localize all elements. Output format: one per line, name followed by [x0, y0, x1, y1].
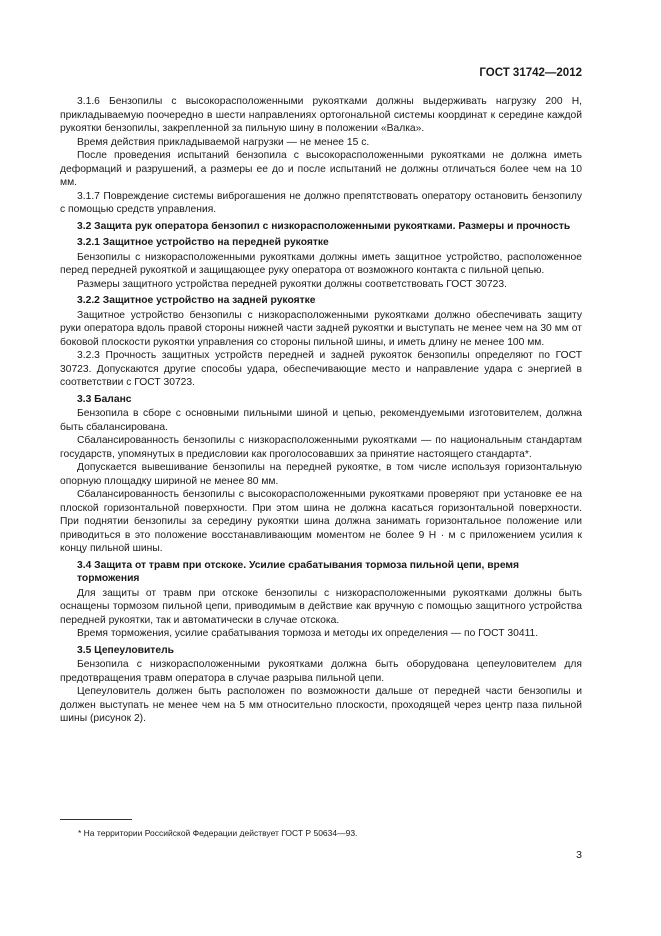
heading-3-2-2: 3.2.2 Защитное устройство на задней рукоятке	[77, 295, 316, 306]
heading-3-2-1: 3.2.1 Защитное устройство на передней рукоятке	[77, 237, 329, 248]
paragraph-balance-1: Бензопила в сборе с основными пильными шиной и цепью, рекомендуемыми изготовителем, должна быть сбалансирована.	[60, 408, 582, 433]
paragraph-kickback-2: Время торможения, усилие срабатывания тормоза и методы их определения — по ГОСТ 30411.	[77, 628, 539, 639]
footnote-divider	[60, 819, 132, 820]
document-code-header: ГОСТ 31742—2012	[479, 67, 582, 79]
paragraph-chain-catcher-1: Бензопила с низкорасположенными рукоятками должна быть оборудована цепеуловителем для предотвращения травм оператора в случае разрыва пильной цепи.	[60, 659, 582, 684]
heading-3-5: 3.5 Цепеуловитель	[77, 644, 174, 656]
heading-3-3: 3.3 Баланс	[77, 393, 132, 405]
paragraph-chain-catcher-2: Цепеуловитель должен быть расположен по возможности дальше от передней части бензопилы и должен выступать не менее чем на 5 мм относительно плоскости, проходящей через центр паза пильной шины (рисунок 2).	[60, 686, 582, 724]
paragraph-balance-4: Сбалансированность бензопилы с высокорасположенными рукоятками проверяют при установке ее на плоской горизонтальной поверхности. При этом шина не должна касаться горизонтальной поверхности. При поднятии бензопилы за середину рукоятки шина должна занимать горизонтальное положение или приводиться в это положение восстанавливающим моментом не более 9 Н · м с приложением усилия к концу пильной шины.	[60, 489, 582, 554]
heading-3-4: 3.4 Защита от травм при отскоке. Усилие срабатывания тормоза пильной цепи, время торможения	[77, 559, 520, 584]
page-number: 3	[576, 849, 582, 861]
footnote: * На территории Российской Федерации действует ГОСТ Р 50634—93.	[78, 828, 358, 838]
paragraph-rear-guard: Защитное устройство бензопилы с низкорасположенными рукоятками должно обеспечивать защиту руки оператора вдоль правой стороны нижней части задней рукоятки и выступать не менее чем на 30 мм от боковой плоскости рукоятки управления со стороны пильной шины, и иметь длину не менее 100 мм.	[60, 309, 582, 348]
paragraph-kickback-1: Для защиты от травм при отскоке бензопилы с низкорасположенными рукоятками должны быть оснащены тормозом пильной цепи, приводимым в действие как вручную с помощью защитного устройства передней рукоятки, так и автоматически в случае отскока.	[60, 587, 582, 626]
paragraph-3-1-6: 3.1.6 Бензопилы с высокорасположенными рукоятками должны выдерживать нагрузку 200 Н, прикладываемую поочередно в шести направлениях ортогональной системы координат к середине каждой рукоятки бензопилы, закрепленной за пильную шину в положении «Валка».	[60, 96, 582, 134]
paragraph-front-guard: Бензопилы с низкорасположенными рукоятками должны иметь защитное устройство, расположенное перед передней рукояткой и защищающее руку оператора от возможного контакта с пильной цепью.	[60, 251, 582, 276]
paragraph-3-1-7: 3.1.7 Повреждение системы виброгашения не должно препятствовать оператору остановить бензопилу с помощью средств управления.	[60, 190, 582, 215]
paragraph-balance-3: Допускается вывешивание бензопилы на передней рукоятке, в том числе используя горизонтальную опорную площадку шириной не менее 80 мм.	[60, 462, 582, 487]
document-body	[60, 95, 582, 726]
paragraph-load-time: Время действия прикладываемой нагрузки — не менее 15 с.	[77, 136, 370, 148]
heading-3-2: 3.2 Защита рук оператора бензопил с низкорасположенными рукоятками. Размеры и прочность	[77, 220, 571, 232]
paragraph-after-tests: После проведения испытаний бензопила с высокорасположенными рукоятками не должна иметь деформаций и разрушений, а размеры ее до и после испытаний не должны отличаться более чем на 10 мм.	[60, 150, 582, 188]
paragraph-3-2-3: 3.2.3 Прочность защитных устройств передней и задней рукояток бензопилы определяют по ГОСТ 30723. Допускаются другие способы удара, обеспечивающие место и направление удара с энергией в соответствии с ГОСТ 30723.	[60, 350, 582, 388]
paragraph-balance-2: Сбалансированность бензопилы с низкорасположенными рукоятками — по национальным стандартам государств, упомянутых в предисловии как проголосовавших за принятие настоящего стандарта*.	[60, 435, 582, 460]
paragraph-front-guard-size: Размеры защитного устройства передней рукоятки должны соответствовать ГОСТ 30723.	[77, 278, 507, 290]
